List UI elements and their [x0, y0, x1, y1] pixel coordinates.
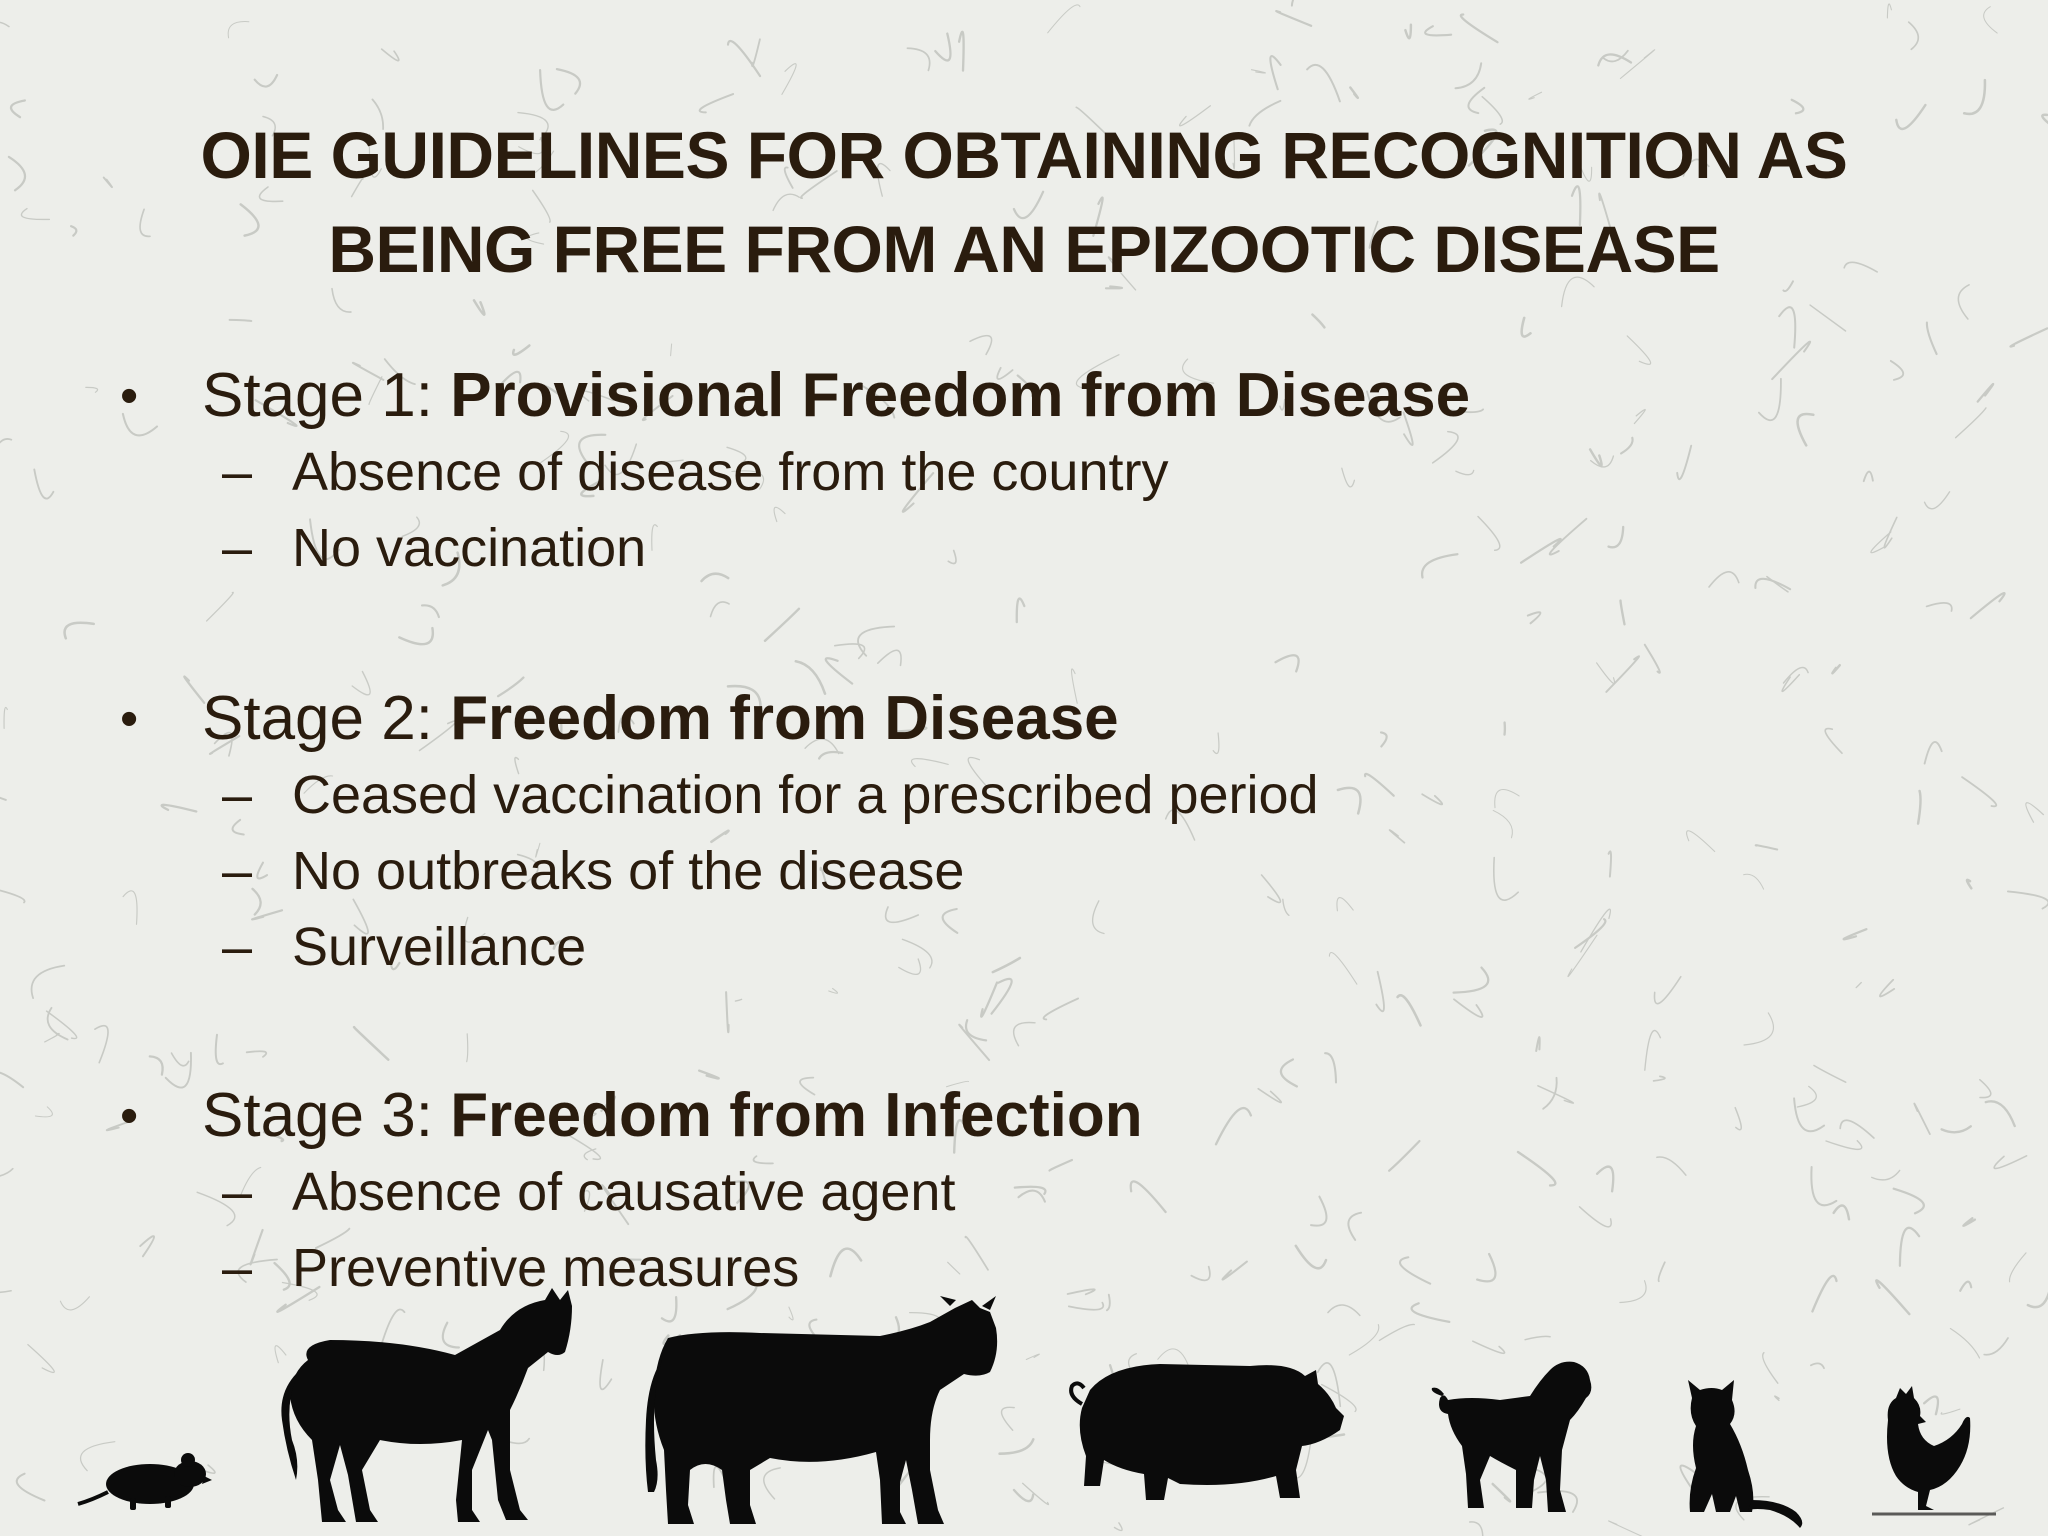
list-item-text: Absence of causative agent — [292, 1162, 956, 1222]
dash-icon: – — [222, 765, 253, 825]
stage-1-name: Provisional Freedom from Disease — [450, 361, 1471, 430]
bullet-icon: • — [120, 690, 139, 748]
dash-icon: – — [222, 1238, 253, 1298]
stage-1-heading-text — [202, 358, 1470, 434]
stage-2-heading-text — [202, 681, 1119, 757]
list-item-text: Preventive measures — [292, 1238, 800, 1298]
stage-3-prefix: Stage 3: — [202, 1081, 451, 1150]
list-item — [120, 909, 1920, 985]
dash-icon: – — [222, 841, 253, 901]
bullet-icon: • — [120, 367, 139, 425]
chicken-icon — [1872, 1386, 1996, 1514]
cow-icon — [645, 1296, 997, 1524]
list-item — [120, 757, 1920, 833]
stage-2-name: Freedom from Disease — [450, 684, 1119, 753]
dash-icon: – — [222, 518, 253, 578]
list-item — [120, 434, 1920, 510]
stage-2-heading — [120, 681, 1920, 757]
list-item — [120, 1154, 1920, 1230]
stage-3-name: Freedom from Infection — [450, 1081, 1143, 1150]
title-line-1: OIE GUIDELINES FOR OBTAINING RECOGNITION AS — [200, 118, 1848, 192]
list-item — [120, 510, 1920, 586]
list-item-text: Ceased vaccination for a prescribed period — [292, 765, 1319, 825]
stage-2-items — [120, 757, 1920, 985]
horse-icon — [281, 1288, 572, 1522]
dog-icon — [1432, 1362, 1592, 1512]
stage-2-section — [120, 681, 1920, 985]
stage-2-prefix: Stage 2: — [202, 684, 451, 753]
list-item-text: Absence of disease from the country — [292, 442, 1169, 502]
stage-3-section — [120, 1078, 1920, 1306]
list-item-text: Surveillance — [292, 917, 587, 977]
stage-1-section — [120, 358, 1920, 586]
animal-silhouettes — [0, 1280, 2048, 1536]
stage-1-items — [120, 434, 1920, 586]
pig-icon — [1071, 1364, 1344, 1500]
dash-icon: – — [222, 917, 253, 977]
list-item — [120, 833, 1920, 909]
dash-icon: – — [222, 1162, 253, 1222]
stage-3-heading-text — [202, 1078, 1143, 1154]
stage-1-heading — [120, 358, 1920, 434]
bullet-icon: • — [120, 1087, 139, 1145]
dash-icon: – — [222, 442, 253, 502]
title-line-2: BEING FREE FROM AN EPIZOOTIC DISEASE — [328, 212, 1720, 286]
cat-icon — [1688, 1380, 1802, 1528]
slide-title — [100, 108, 1948, 296]
list-item-text: No vaccination — [292, 518, 647, 578]
stage-1-prefix: Stage 1: — [202, 361, 451, 430]
stage-3-heading — [120, 1078, 1920, 1154]
mouse-icon — [78, 1453, 212, 1510]
list-item-text: No outbreaks of the disease — [292, 841, 965, 901]
